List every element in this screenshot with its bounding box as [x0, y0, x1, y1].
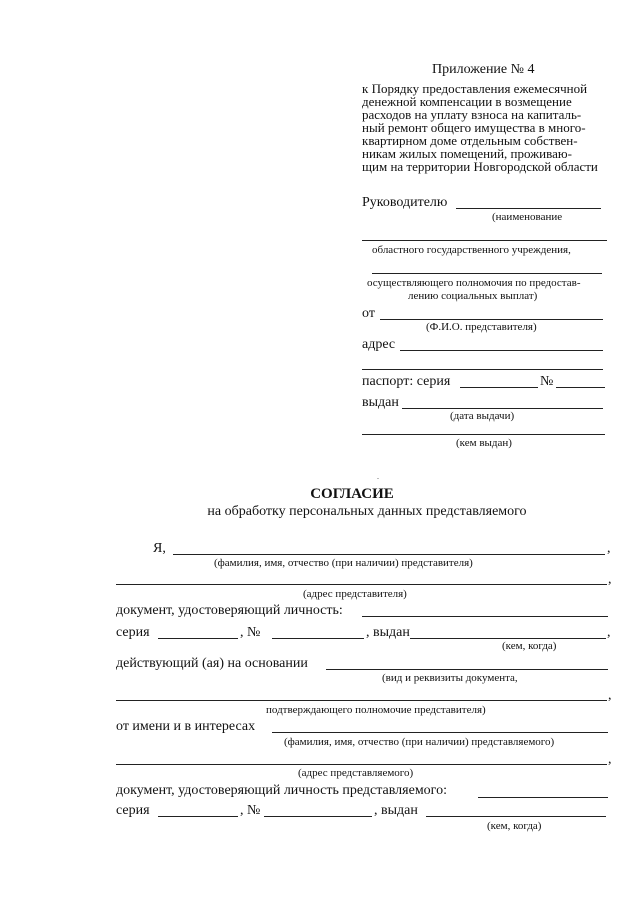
issued-field[interactable] [410, 638, 606, 639]
issued-by-field[interactable] [362, 434, 605, 435]
to-label: Руководителю [362, 195, 448, 210]
appendix-heading: Приложение № 4 [432, 62, 535, 77]
representative-fio-field[interactable] [380, 319, 603, 320]
appendix-line: к Порядку предоставления ежемесячной [362, 81, 588, 96]
hint-principal-address: (адрес представляемого) [298, 767, 414, 779]
hint-rep-address: (адрес представителя) [303, 588, 407, 600]
representative-name-field[interactable] [173, 554, 605, 555]
consent-title: СОГЛАСИЕ [310, 486, 394, 502]
address-field[interactable] [400, 350, 603, 351]
hint-powers-2: лению социальных выплат) [408, 290, 538, 302]
hint-doc-kind: (вид и реквизиты документа, [382, 672, 518, 684]
appendix-line: никам жилых помещений, проживаю- [362, 146, 572, 161]
principal-issued-field[interactable] [426, 816, 606, 817]
appendix-line: денежной компенсации в возмещение [362, 94, 572, 109]
principal-address-field[interactable] [116, 764, 607, 765]
hint-who-when-2: (кем, когда) [487, 820, 542, 832]
appendix-line: щим на территории Новгородской области [362, 159, 598, 174]
basis-document-field-2[interactable] [116, 700, 607, 701]
from-label: от [362, 306, 375, 321]
series-label: серия [116, 625, 150, 640]
hint-name: (наименование [492, 211, 563, 223]
appendix-line: квартирном доме отдельным собствен- [362, 133, 578, 148]
address-label: адрес [362, 337, 396, 352]
powers-field[interactable] [372, 273, 602, 274]
institution-field[interactable] [362, 240, 607, 241]
on-behalf-label: от имени и в интересах [116, 719, 256, 734]
principal-name-field[interactable] [272, 732, 608, 733]
number-field[interactable] [272, 638, 364, 639]
hint-powers-1: осуществляющего полномочия по предостав- [367, 277, 581, 289]
principal-series-field[interactable] [158, 816, 238, 817]
issue-date-field[interactable] [402, 408, 603, 409]
principal-issued-label: , выдан [374, 803, 418, 818]
acting-basis-label: действующий (ая) на основании [116, 656, 308, 671]
appendix-reference [362, 82, 612, 173]
hint-doc-confirm: подтверждающего полномочие представителя) [266, 704, 486, 716]
hint-rep-fio: (фамилия, имя, отчество (при наличии) представителя) [214, 557, 473, 569]
address-field-2[interactable] [362, 369, 603, 370]
comma: , [607, 541, 611, 556]
principal-number-field[interactable] [264, 816, 372, 817]
principal-number-label: , № [240, 803, 261, 818]
comma: , [607, 625, 611, 640]
comma: , [608, 688, 612, 703]
head-name-field[interactable] [456, 208, 601, 209]
hint-issued-by: (кем выдан) [456, 437, 512, 449]
number-label: , № [240, 625, 261, 640]
hint-who-when: (кем, когда) [502, 640, 557, 652]
passport-series-field[interactable] [460, 387, 538, 388]
speck [377, 478, 379, 479]
hint-institution: областного государственного учреждения, [372, 244, 571, 256]
hint-issue-date: (дата выдачи) [450, 410, 515, 422]
comma: , [608, 752, 612, 767]
appendix-line: расходов на уплату взноса на капиталь- [362, 107, 582, 122]
i-label: Я, [153, 541, 166, 556]
principal-document-label: документ, удостоверяющий личность представляемого: [116, 783, 447, 798]
representative-address-field[interactable] [116, 584, 607, 585]
passport-number-sign: № [540, 374, 554, 389]
basis-document-field[interactable] [326, 669, 608, 670]
principal-document-field[interactable] [478, 797, 608, 798]
hint-principal-fio: (фамилия, имя, отчество (при наличии) представляемого) [284, 736, 555, 748]
appendix-line: ный ремонт общего имущества в много- [362, 120, 586, 135]
principal-series-label: серия [116, 803, 150, 818]
passport-series-label: паспорт: серия [362, 374, 451, 389]
consent-subtitle: на обработку персональных данных представляемого [207, 504, 527, 519]
issued-label: , выдан [366, 625, 410, 640]
id-document-field[interactable] [362, 616, 608, 617]
issued-label: выдан [362, 395, 399, 410]
hint-fio: (Ф.И.О. представителя) [426, 321, 537, 333]
series-field[interactable] [158, 638, 238, 639]
passport-number-field[interactable] [556, 387, 605, 388]
id-document-label: документ, удостоверяющий личность: [116, 603, 343, 618]
comma: , [608, 572, 612, 587]
